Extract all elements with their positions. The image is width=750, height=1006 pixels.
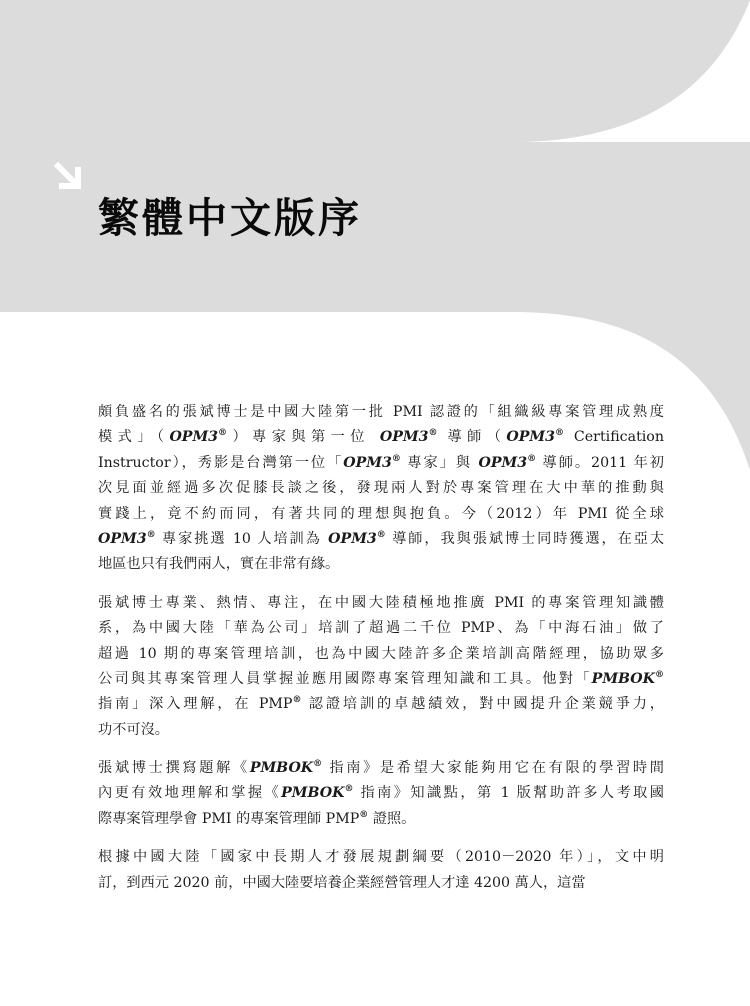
text-line: 功不可沒。 bbox=[98, 721, 169, 738]
paragraph bbox=[98, 591, 664, 743]
text-line: 根據中國大陸「國家中長期人才發展規劃綱要（2010－2020 年）」，文中明 bbox=[98, 849, 664, 866]
top-curve bbox=[0, 0, 750, 142]
italic-term: OPM3 bbox=[328, 530, 377, 547]
text-line: 地區也只有我們兩人，實在非常有緣。 bbox=[98, 556, 340, 573]
text-line: 公司與其專案管理人員掌握並應用國際專案管理知識和工具。他對「PMBOK® bbox=[98, 669, 664, 687]
text-line: 張斌博士專業、熱情、專注，在中國大陸積極地推廣 PMI 的專案管理知識體 bbox=[98, 594, 664, 611]
text-line: 際專案管理學會 PMI 的專案管理師 PMP® 證照。 bbox=[98, 809, 416, 827]
registered-mark: ® bbox=[376, 529, 386, 540]
registered-mark: ® bbox=[359, 809, 369, 820]
registered-mark: ® bbox=[428, 428, 438, 439]
italic-term: PMBOK bbox=[591, 670, 655, 687]
text-line: 張斌博士撰寫題解《PMBOK® 指南》是希望大家能夠用它在有限的學習時間 bbox=[98, 759, 664, 777]
text-line: 訂，到西元 2020 前，中國大陸要培養企業經營管理人才達 4200 萬人，這當 bbox=[98, 874, 586, 891]
text-line: 內更有效地理解和掌握《PMBOK® 指南》知識點，第 1 版幫助許多人考取國 bbox=[98, 784, 664, 802]
paragraph bbox=[98, 400, 664, 578]
italic-term: OPM3 bbox=[343, 454, 392, 471]
registered-mark: ® bbox=[313, 759, 323, 770]
paragraph bbox=[98, 756, 664, 832]
text-line: OPM3® 專家挑選 10 人培訓為 OPM3® 導師，我與張斌博士同時獲選，在亞太 bbox=[98, 529, 665, 547]
text-line: 實踐上，竟不約而同，有著共同的理想與抱負。今（2012）年 PMI 從全球 bbox=[98, 505, 664, 522]
registered-mark: ® bbox=[344, 784, 354, 795]
text-line: 次見面並經過多次促膝長談之後，發現兩人對於專案管理在大中華的推動與 bbox=[98, 480, 664, 497]
registered-mark: ® bbox=[292, 695, 302, 706]
page-title: 繁體中文版序 bbox=[98, 194, 362, 242]
italic-term: OPM3 bbox=[379, 429, 429, 446]
text-line: 頗負盛名的張斌博士是中國大陸第一批 PMI 認證的「組織級專案管理成熟度 bbox=[98, 404, 664, 420]
registered-mark: ® bbox=[146, 529, 156, 540]
italic-term: OPM3 bbox=[478, 454, 528, 471]
italic-term: OPM3 bbox=[506, 429, 555, 446]
italic-term: PMBOK bbox=[281, 785, 345, 802]
registered-mark: ® bbox=[218, 428, 228, 439]
italic-term: PMBOK bbox=[249, 760, 314, 777]
body-text bbox=[98, 400, 664, 909]
registered-mark: ® bbox=[391, 453, 401, 464]
arrow-down-right-icon bbox=[52, 160, 88, 196]
text-line: 超過 10 期的專案管理培訓，也為中國大陸許多企業培訓高階經理，協助眾多 bbox=[98, 645, 664, 662]
italic-term: OPM3 bbox=[169, 429, 219, 446]
text-line: Instructor），秀影是台灣第一位「OPM3® 專家」與 OPM3® 導師。2011 年初 bbox=[98, 453, 664, 471]
registered-mark: ® bbox=[655, 669, 664, 680]
text-line: 系，為中國大陸「華為公司」培訓了超過二千位 PMP、為「中海石油」做了 bbox=[98, 620, 664, 637]
italic-term: OPM3 bbox=[98, 530, 147, 547]
registered-mark: ® bbox=[527, 453, 537, 464]
text-line: 模式」（OPM3®）專家與第一位 OPM3® 導師（OPM3® Certification bbox=[98, 428, 664, 446]
registered-mark: ® bbox=[554, 428, 564, 439]
paragraph bbox=[98, 845, 664, 896]
text-line: 指南」深入理解，在 PMP® 認證培訓的卓越績效，對中國提升企業競爭力， bbox=[98, 695, 664, 713]
